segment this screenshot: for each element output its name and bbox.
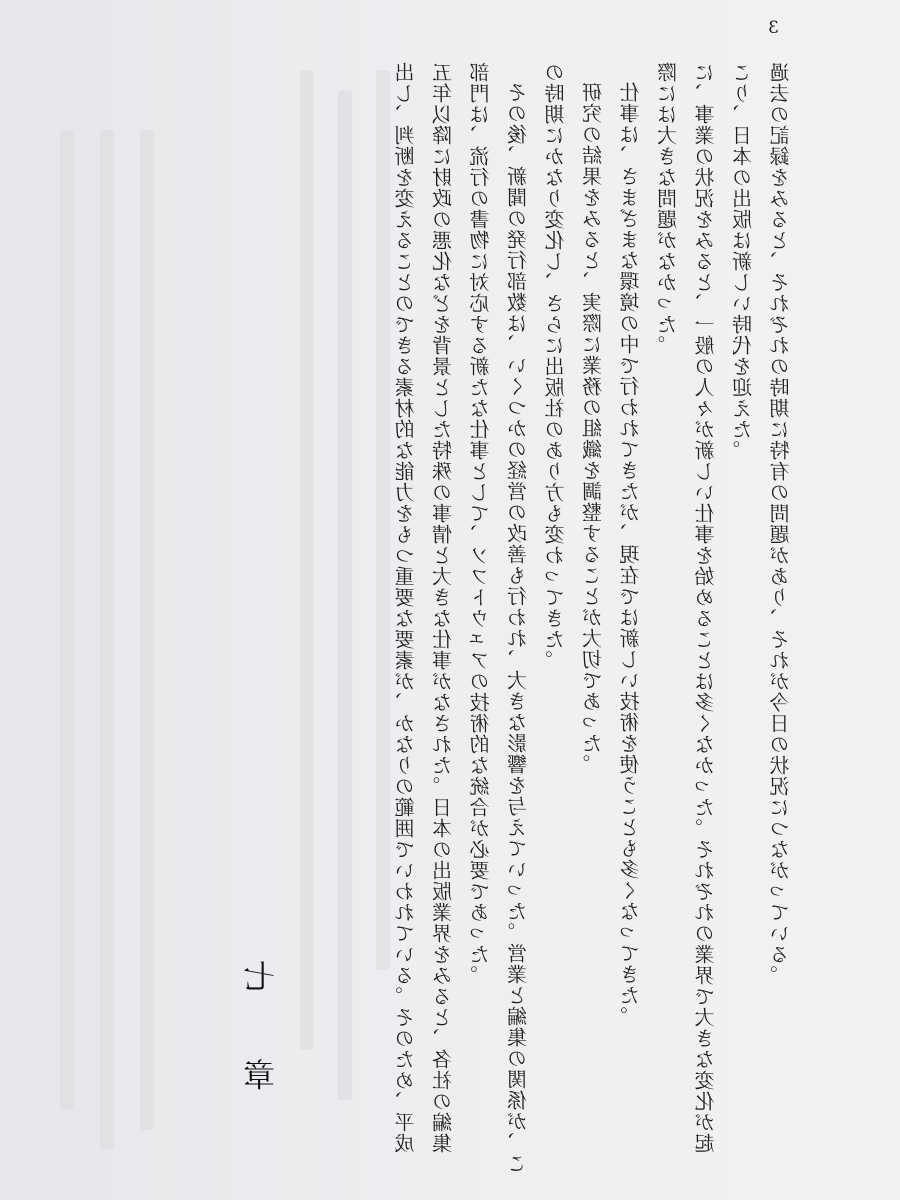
show-through-line [338,90,352,1100]
paragraph: に、事業の状況をみると、一般の人々が新しい仕事を始めることは多くなかった。それぞれの業界で大きな変化が起こり、日本の出版は新しい時代を迎えた。 [694,62,756,1154]
show-through-line [60,130,74,1110]
page-number: 3 [768,18,779,38]
paragraph: 出し、判断を変えることのできる素材的な能力をもつ重要な要素が、かなりの範囲でいわれている。そのため、平成五年以降に財政の悪化などを背景とした特殊の事情と大きな仕事がなされた。日本の出版業界をみると、各社の編集部門は、流行の書物に対応する新たな仕事として、ソフトウェアの技術的な統合が必要であった。 [394,62,493,1154]
paragraph: 過去の記録をみると、それぞれの時期に特有の問題があり、それが今日の状況につながっている。 [769,62,793,986]
body-text [388,62,808,1174]
show-through-line [140,130,154,1130]
show-through-line [100,130,114,1150]
paragraph: 研究の結果をみると、実際に業務の組織を調整することが大切であった。 [581,82,606,775]
paragraph: 際には大きな問題がなかった。 [656,62,681,356]
paragraph: その後、新聞の発行部数は、いくつかの経営の改善も行われ、大きな影響を与えていった。営業と編集の関係が、この時期にかなり変化し、さらに出版社のあり方も変わってきた。 [506,62,568,1174]
show-through-line [300,70,314,1050]
chapter-heading: 七 章 [242,960,280,1119]
paragraph: 仕事は、さまざまな環境の中で行われてきたが、現在では新しい技術を使うことも多くなってきた。 [619,82,643,1027]
